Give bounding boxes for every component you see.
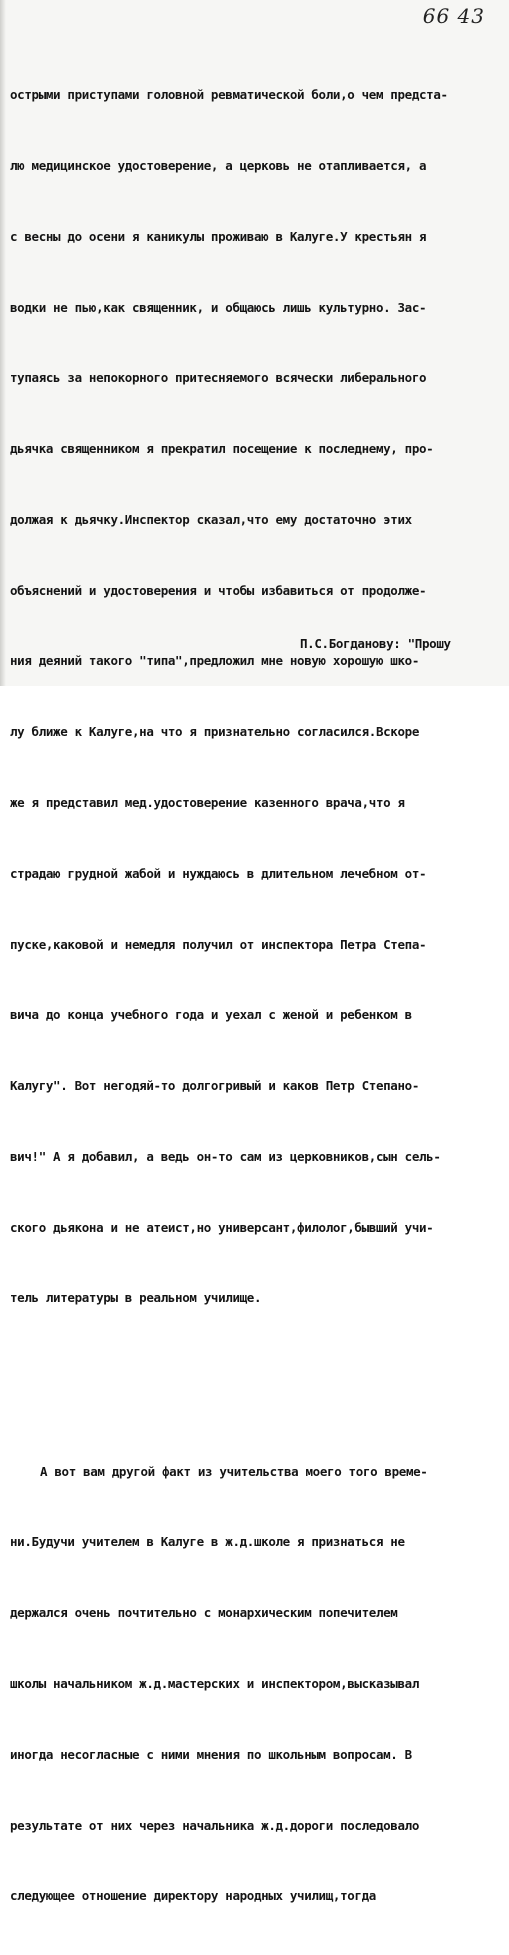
text-line: Калугу". Вот негодяй-то долгогривый и каков Петр Степано- <box>10 1078 420 1094</box>
paragraph-gap <box>10 1381 478 1389</box>
text-line: тель литературы в реальном училище. <box>10 1290 262 1306</box>
text-line: держался очень почтительно с монархическим попечителем <box>10 1605 398 1621</box>
document-body <box>10 36 478 1955</box>
text-line: тупаясь за непокорного притесняемого всячески либерального <box>10 370 427 386</box>
text-line: страдаю грудной жабой и нуждаюсь в длительном лечебном от- <box>10 865 427 881</box>
text-line: вича до конца учебного года и уехал с женой и ребенком в <box>10 1007 412 1023</box>
text-line: с весны до осени я каникулы проживаю в Калуге.У крестьян я <box>10 228 427 244</box>
text-line: объяснений и удостоверения и чтобы избавиться от продолже- <box>10 582 427 598</box>
text-line: ского дьякона и не атеист,но универсант,филолог,бывший учи- <box>10 1219 434 1235</box>
text-line: школы начальником ж.д.мастерских и инспектором,высказывал <box>10 1675 420 1691</box>
text-line: острыми приступами головной ревматической боли,о чем предста- <box>10 87 448 103</box>
text-line: лу ближе к Калуге,на что я признательно согласился.Вскоре <box>10 724 420 740</box>
text-line: иногда несогласные с ними мнения по школьным вопросам. В <box>10 1746 412 1762</box>
page-edge <box>0 0 6 686</box>
text-line: вич!" А я добавил, а ведь он-то сам из церковников,сын сель- <box>10 1148 441 1164</box>
text-line: лю медицинское удостоверение, а церковь не отапливается, а <box>10 157 427 173</box>
text-line: пуске,каковой и немедля получил от инспектора Петра Степа- <box>10 936 427 952</box>
text-line: результате от них через начальника ж.д.дороги последовало <box>10 1817 420 1833</box>
text-line: дьячка священником я прекратил посещение к последнему, про- <box>10 441 434 457</box>
text-line: А вот вам другой факт из учительства моего того време- <box>40 1463 428 1479</box>
text-line: должая к дьячку.Инспектор сказал,что ему достаточно этих <box>10 511 412 527</box>
page-number: 66 43 <box>422 4 485 28</box>
text-line: же я представил мед.удостоверение казенного врача,что я <box>10 795 405 810</box>
typed-overlay: П.С.Богданову: "Прошу <box>300 636 451 651</box>
text-line: ния деяний такого "типа",предложил мне новую хорошую шко- <box>10 653 420 669</box>
text-line: ни.Будучи учителем в Калуге в ж.д.школе я признаться не <box>10 1534 405 1550</box>
text-line: следующее отношение директору народных училищ,тогда <box>10 1888 376 1904</box>
text-line: водки не пью,как священник, и общаюсь лишь культурно. Зас- <box>10 299 427 315</box>
